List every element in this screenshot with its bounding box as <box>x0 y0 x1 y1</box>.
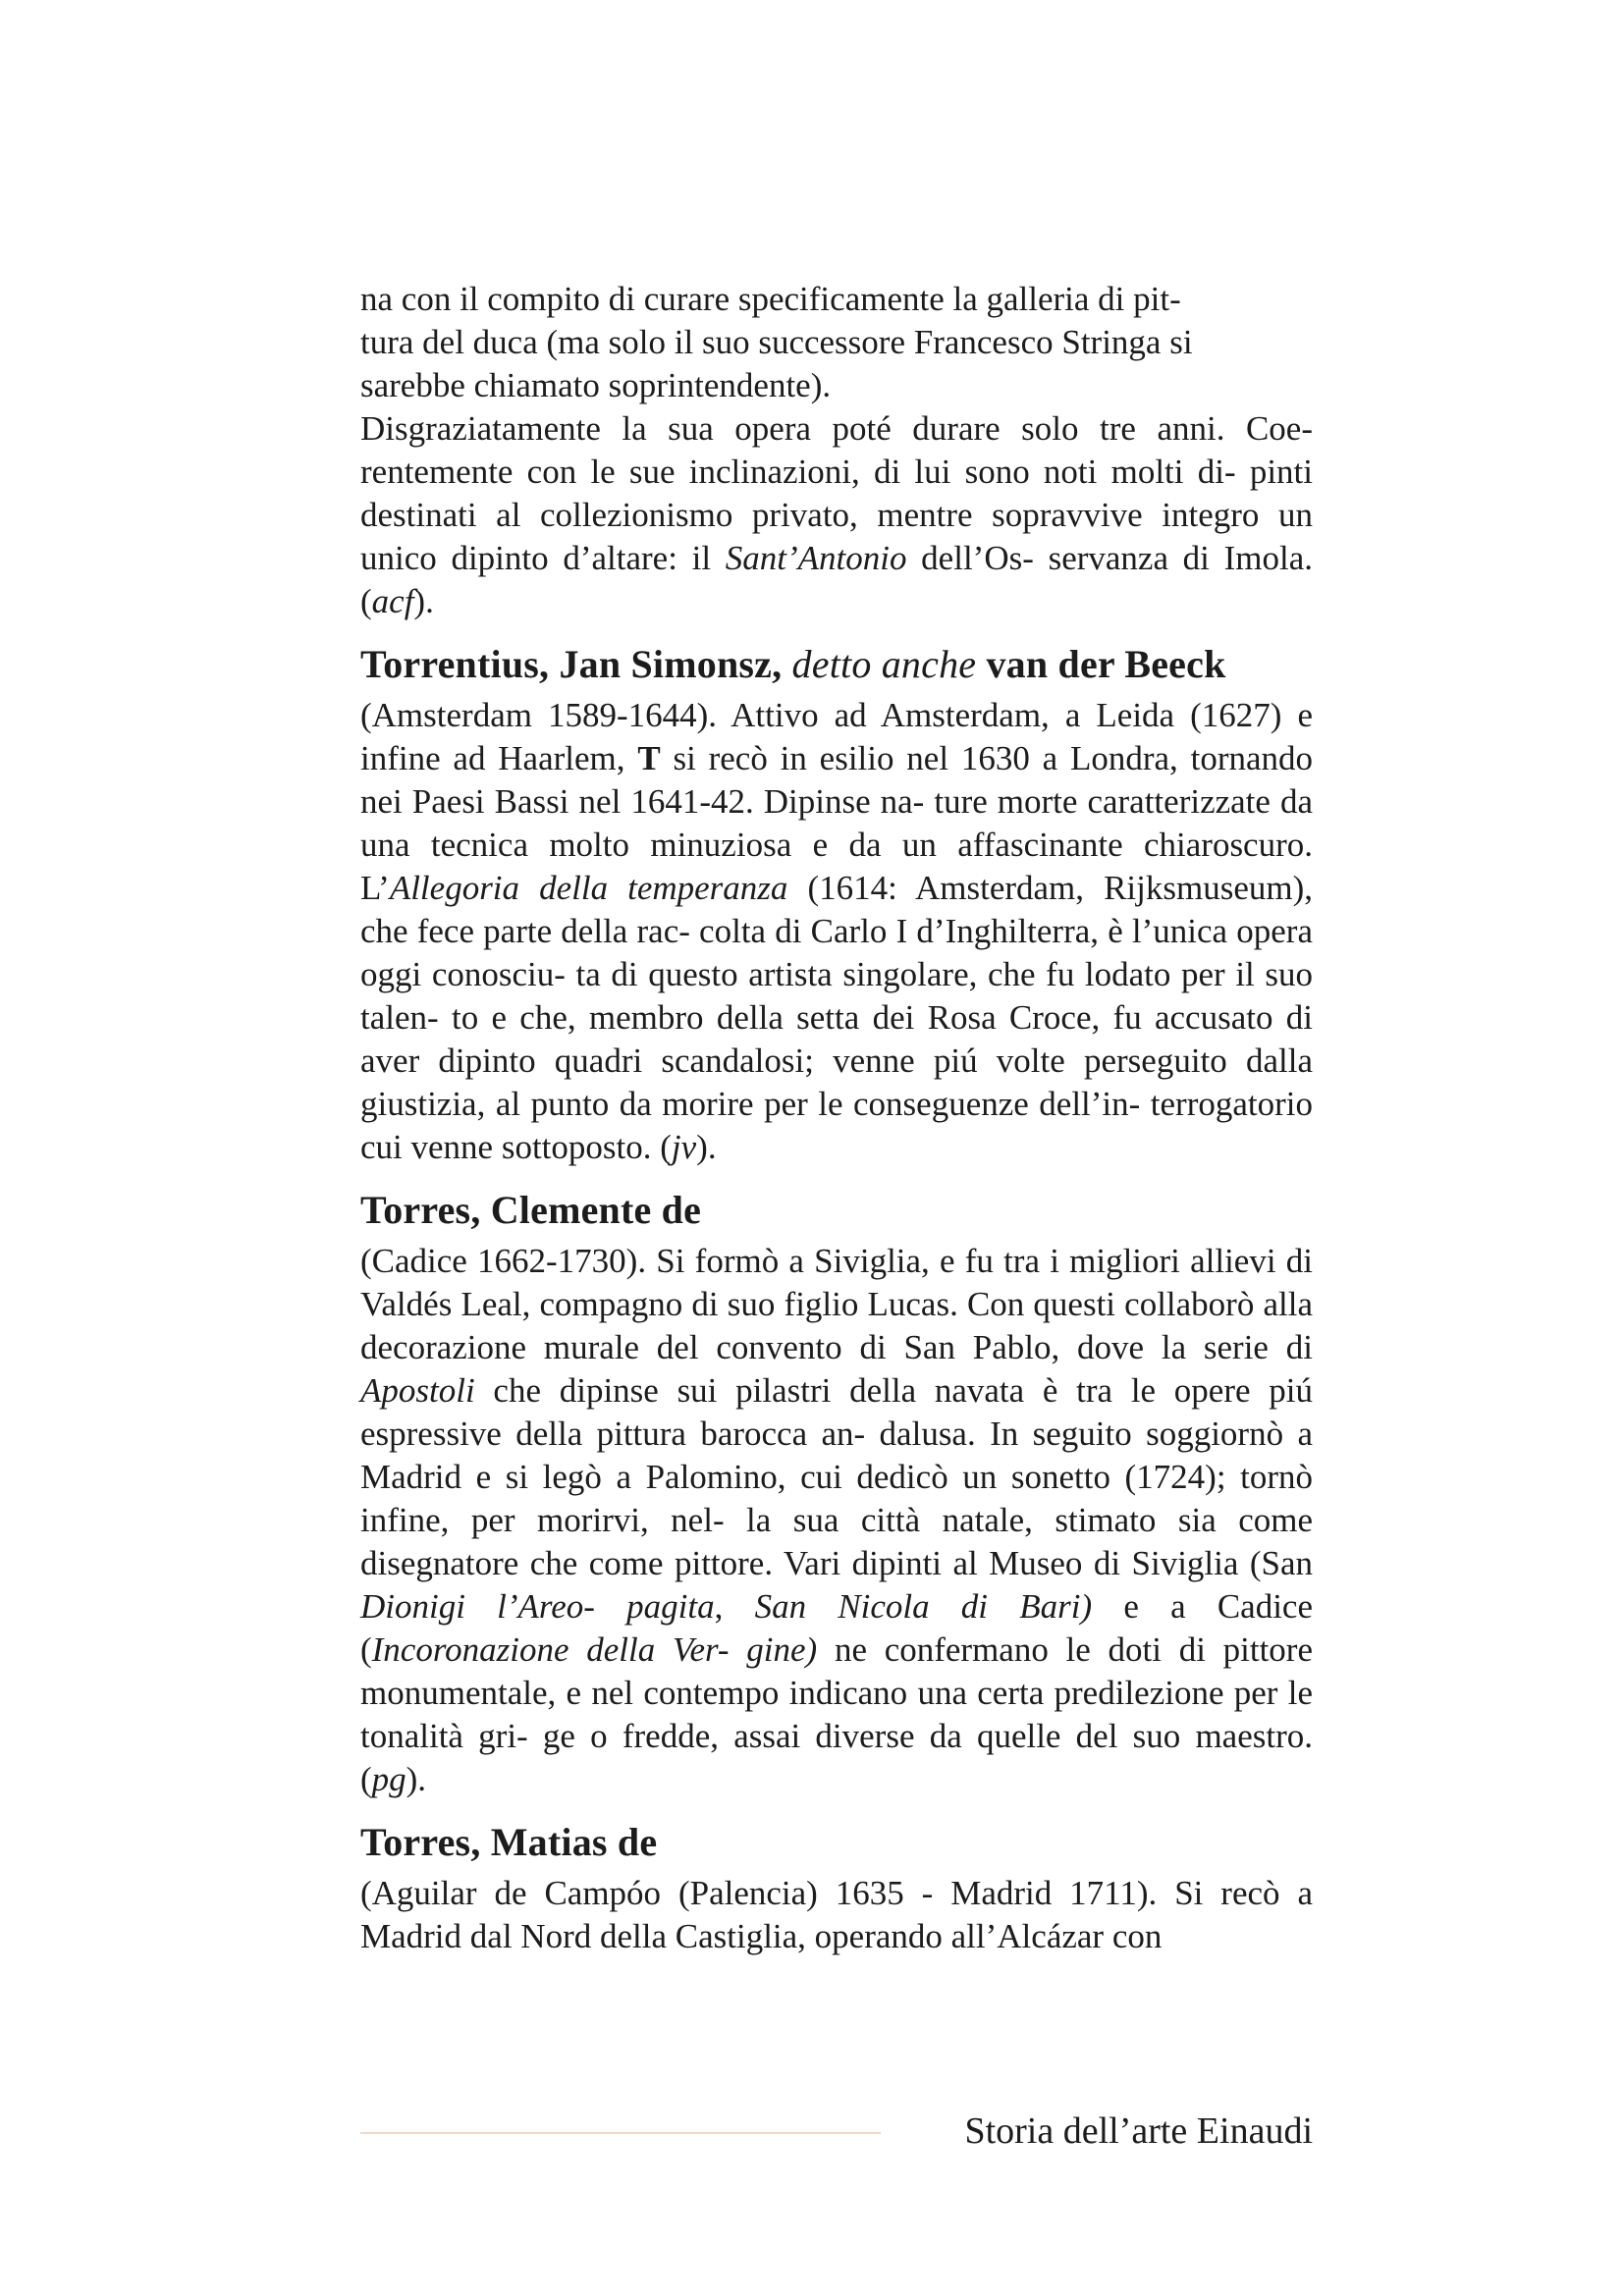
page-footer <box>360 2107 1313 2156</box>
text-run: , <box>714 1587 755 1626</box>
entry-torrentius <box>360 641 1313 1169</box>
author-initials: jv <box>671 1128 697 1166</box>
text-run: (Aguilar de Campóo (Palencia) 1635 - Madrid 1711). Si recò a Madrid dal Nord della Castiglia, operando all’Alcázar con <box>360 1874 1313 1955</box>
artist-name: Torrentius, Jan Simonsz, <box>360 642 783 686</box>
text-run: si recò in esilio nel 1630 a Londra, tornando nei Paesi Bassi nel 1641-42. Dipinse na- ture morte caratterizzate da una tecnica molto minuziosa e da un affascinante chiaroscuro. L’ <box>360 739 1314 907</box>
artwork-title: Incoronazione della Ver- gine) <box>371 1630 818 1669</box>
text-run: ). <box>696 1128 717 1166</box>
text-run: ). <box>406 1760 427 1798</box>
text-run: (Cadice 1662-1730). Si formò a Siviglia, e fu tra i migliori allievi di Valdés Leal, compagno di suo figlio Lucas. Con questi collaborò alla decorazione murale del convento di San Pablo, dove la serie di <box>360 1242 1313 1366</box>
text-run: dell’Os- servanza di Imola. ( <box>360 539 1313 620</box>
artwork-title: Dionigi l’Areo- pagita <box>360 1587 715 1626</box>
text-run: (Amsterdam 1589-1644). Attivo ad Amsterdam, a Leida (1627) e infine ad Haarlem, <box>360 696 1313 777</box>
artist-initial: T <box>637 739 661 777</box>
author-initials: acf <box>371 582 414 620</box>
entry-body <box>360 1240 1313 1801</box>
artwork-title: San Nicola di Bari) <box>754 1587 1093 1626</box>
text-run: ne confermano le doti di pittore monumentale, e nel contempo indicano una certa predilezione per le tonalità gri- ge o fredde, assai diverse da quelle del suo maestro. ( <box>360 1630 1313 1798</box>
text-run: Disgraziatamente la sua opera poté durare solo tre anni. Coe- rentemente con le sue inclinazioni, di lui sono noti molti di- pinti destinati al collezionismo privato, mentre sopravvive integro un unico dipinto d’altare: il <box>360 409 1313 577</box>
entry-heading: Torres, Clemente de <box>360 1188 702 1232</box>
footer-rule <box>360 2132 881 2134</box>
text-run: ). <box>413 582 434 620</box>
intro-line: sarebbe chiamato soprintendente). <box>360 366 832 404</box>
entry-body <box>360 1872 1313 1958</box>
artwork-title: Allegoria della temperanza <box>389 869 788 907</box>
artwork-title: Sant’Antonio <box>725 539 907 577</box>
entry-torres-clemente <box>360 1187 1313 1801</box>
text-run: (1614: Amsterdam, Rijksmuseum), che fece parte della rac- colta di Carlo I d’Inghilterra, è l’unica opera oggi conosciu- ta di questo artista singolare, che fu lodato per il suo talen- to e che, membro della setta dei Rosa Croce, fu accusato di aver dipinto quadri scandalosi; venne piú volte perseguito dalla giustizia, al punto da morire per le conseguenze dell’in- terrogatorio cui venne sottoposto. ( <box>360 869 1313 1166</box>
author-initials: pg <box>371 1760 406 1798</box>
artwork-title: Apostoli <box>360 1371 475 1410</box>
intro-line: tura del duca (ma solo il suo successore Francesco Stringa si <box>360 323 1193 361</box>
entry-torres-matias <box>360 1819 1313 1958</box>
entry-heading: Torres, Matias de <box>360 1820 658 1864</box>
alias-intro: detto anche <box>791 642 977 686</box>
entry-heading <box>360 641 1313 688</box>
entry-body <box>360 694 1313 1169</box>
intro-paragraph-1 <box>360 278 1313 407</box>
text-run: che dipinse sui pilastri della navata è tra le opere piú espressive della pittura barocca an- dalusa. In seguito soggiornò a Madrid e si legò a Palomino, cui dedicò un sonetto (1724); tornò infine, per morirvi, nel- la sua città natale, stimato sia come disegnatore che come pittore. Vari dipinti al Museo di Siviglia (San <box>360 1371 1313 1582</box>
footer-publisher: Storia dell’arte Einaudi <box>964 2110 1313 2152</box>
artist-alias: van der Beeck <box>986 642 1226 686</box>
text-run: e a Cadice ( <box>360 1587 1313 1669</box>
page-body <box>360 278 1313 1958</box>
intro-line: na con il compito di curare specificamente la galleria di pit- <box>360 280 1181 318</box>
intro-paragraph-2 <box>360 407 1313 623</box>
